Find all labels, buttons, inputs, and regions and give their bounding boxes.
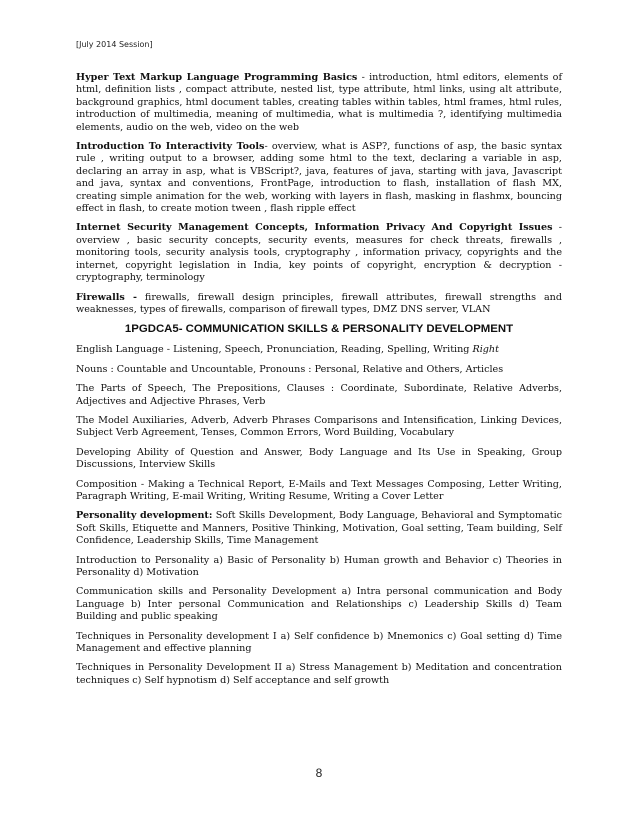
page-number: 8: [315, 766, 323, 780]
section-title: Internet Security Management Concepts, Information Privacy And Copyright Issues: [76, 222, 553, 234]
section-title: Firewalls -: [76, 291, 137, 303]
section-interactivity-tools: [76, 141, 562, 215]
topic-paragraph: The Parts of Speech, The Prepositions, Clauses : Coordinate, Subordinate, Relative Adverbs, Adjectives and Adjective Phrases, Verb: [76, 383, 562, 407]
topic-paragraph: Communication skills and Personality Development a) Intra personal communication and Body Language b) Inter personal Communication and Relationships c) Leadership Skills d) Team Building and public speaking: [76, 586, 562, 623]
section-body: firewalls, firewall design principles, firewall attributes, firewall strengths and weaknesses, types of firewalls, comparison of firewall types, DMZ DNS server, VLAN: [76, 291, 562, 315]
section-title: Personality development:: [76, 510, 213, 522]
section-html-basics: [76, 72, 562, 134]
personality-development: [76, 510, 562, 547]
section-title: Introduction To Interactivity Tools: [76, 141, 265, 153]
section-firewalls: [76, 292, 562, 317]
topic-paragraph: Techniques in Personality development I a) Self confidence b) Mnemonics c) Goal setting d) Time Management and effective planning: [76, 630, 562, 655]
course-heading: 1PGDCA5- COMMUNICATION SKILLS & PERSONALITY DEVELOPMENT: [124, 323, 514, 336]
topic-paragraph: Introduction to Personality a) Basic of Personality b) Human growth and Behavior c) Theories in Personality d) Motivation: [76, 554, 562, 578]
section-body: - overview , basic security concepts, security events, measures for check threats, firewalls , monitoring tools, security analysis tools, cryptography , information privacy, copyrights and the internet, copyright legislation in India, key points of copyright, encryption & decryption - cryptography, terminology: [76, 222, 562, 284]
topic-paragraph: Techniques in Personality Development II a) Stress Management b) Meditation and concentration techniques c) Self hypnotism d) Self acceptance and self growth: [76, 662, 562, 686]
english-language-line: [76, 344, 562, 356]
section-title: Hyper Text Markup Language Programming Basics: [76, 72, 358, 83]
section-body: Soft Skills Development, Body Language, Behavioral and Symptomatic Soft Skills, Etiquette and Manners, Positive Thinking, Motivation, Goal setting, Team building, Self Confidence, Leadership Skills, Time Management: [76, 510, 563, 547]
topic-paragraph: Nouns : Countable and Uncountable, Pronouns : Personal, Relative and Others, Articles: [76, 363, 504, 375]
page-content: [76, 72, 562, 694]
english-language-text: English Language - Listening, Speech, Pronunciation, Reading, Spelling, Writing: [76, 344, 473, 356]
topic-paragraph: Developing Ability of Question and Answer, Body Language and Its Use in Speaking, Group Discussions, Interview Skills: [76, 446, 562, 471]
english-language-italic: Right: [472, 344, 499, 356]
section-internet-security: [76, 222, 562, 284]
topic-paragraph: Composition - Making a Technical Report, E-Mails and Text Messages Composing, Letter Writing, Paragraph Writing, E-mail Writing, Writing Resume, Writing a Cover Letter: [76, 478, 562, 502]
session-header: [July 2014 Session]: [76, 40, 153, 49]
section-body: - overview, what is ASP?, functions of asp, the basic syntax rule , writing output to a browser, adding some html to the text, declaring a variable in asp, declaring an array in asp, what is VBScript?, java, features of java, starting with java, Javascript and java, syntax and conventions, FrontPage, introduction to flash, installation of flash MX, creating simple animation for the web, working with layers in flash, masking in flashmx, bouncing effect in flash, to create motion tween , flash ripple effect: [76, 141, 562, 215]
section-body: - introduction, html editors, elements of html, definition lists , compact attribute, nested list, type attribute, html links, using alt attribute, background graphics, html document tables, creating tables within tables, html frames, html rules, introduction of multimedia, meaning of multimedia, what is multimedia ?, identifying multimedia elements, audio on the web, video on the web: [76, 72, 562, 133]
topic-paragraph: The Model Auxiliaries, Adverb, Adverb Phrases Comparisons and Intensification, Linking Devices, Subject Verb Agreement, Tenses, Common Errors, Word Building, Vocabulary: [76, 414, 562, 439]
